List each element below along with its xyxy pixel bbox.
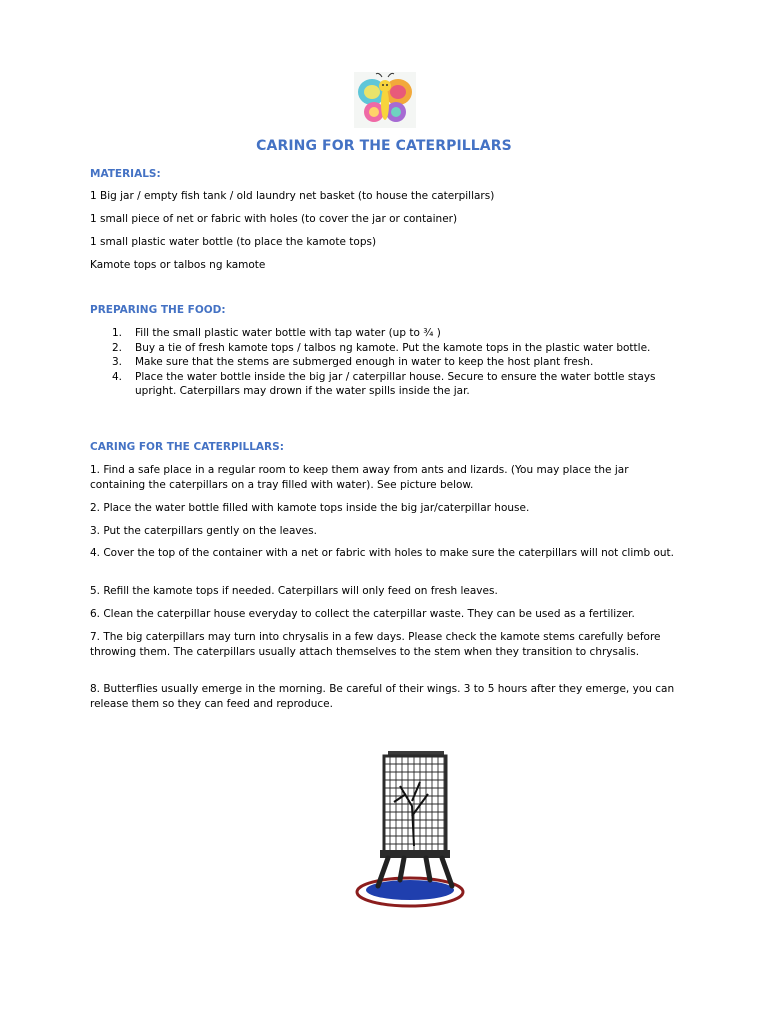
step-text: Make sure that the stems are submerged enough in water to keep the host plant fresh. <box>135 356 594 369</box>
list-item <box>90 341 670 356</box>
materials-item: Kamote tops or talbos ng kamote <box>90 259 266 271</box>
care-paragraph: 4. Cover the top of the container with a net or fabric with holes to make sure the caterpillars will not climb out. <box>90 547 675 559</box>
care-paragraph: 1. Find a safe place in a regular room to keep them away from ants and lizards. (You may place the jar containing the caterpillars on a tray filled with water). See picture below. <box>90 464 629 491</box>
step-text: Fill the small plastic water bottle with tap water (up to ¾ ) <box>135 327 441 339</box>
materials-item: 1 small plastic water bottle (to place the kamote tops) <box>90 236 377 248</box>
list-item <box>90 326 670 341</box>
caterpillar-cage-on-tray-icon <box>354 746 466 914</box>
care-paragraph: 2. Place the water bottle filled with kamote tops inside the big jar/caterpillar house. <box>90 502 530 514</box>
list-item <box>90 355 670 370</box>
care-paragraph: 5. Refill the kamote tops if needed. Caterpillars will only feed on fresh leaves. <box>90 585 498 597</box>
step-number: 1. <box>112 327 123 339</box>
step-number: 2. <box>112 341 123 354</box>
step-number: 4. <box>112 370 123 383</box>
step-text: Place the water bottle inside the big jar / caterpillar house. Secure to ensure the water bottle stays upright. Caterpillars may drown if the water spills inside the jar. <box>135 370 656 398</box>
care-paragraph: 7. The big caterpillars may turn into chrysalis in a few days. Please check the kamote stems carefully before throwing them. The caterpillars usually attach themselves to the stem when they transition to chrysalis. <box>90 631 661 658</box>
care-paragraph: 8. Butterflies usually emerge in the morning. Be careful of their wings. 3 to 5 hours after they emerge, you can release them so they can feed and reproduce. <box>90 683 675 710</box>
caring-heading: CARING FOR THE CATERPILLARS: <box>90 441 284 453</box>
materials-item: 1 Big jar / empty fish tank / old laundry net basket (to house the caterpillars) <box>90 190 495 202</box>
care-paragraph: 6. Clean the caterpillar house everyday to collect the caterpillar waste. They can be used as a fertilizer. <box>90 608 635 620</box>
care-paragraph: 3. Put the caterpillars gently on the leaves. <box>90 525 317 537</box>
food-heading: PREPARING THE FOOD: <box>90 304 226 316</box>
food-steps-list <box>90 326 670 399</box>
page-title: CARING FOR THE CATERPILLARS <box>256 138 512 154</box>
materials-heading: MATERIALS: <box>90 168 161 180</box>
step-number: 3. <box>112 356 123 369</box>
list-item <box>90 370 670 399</box>
butterfly-icon <box>354 72 416 128</box>
step-text: Buy a tie of fresh kamote tops / talbos ng kamote. Put the kamote tops in the plastic water bottle. <box>135 341 651 354</box>
materials-item: 1 small piece of net or fabric with holes (to cover the jar or container) <box>90 213 458 225</box>
